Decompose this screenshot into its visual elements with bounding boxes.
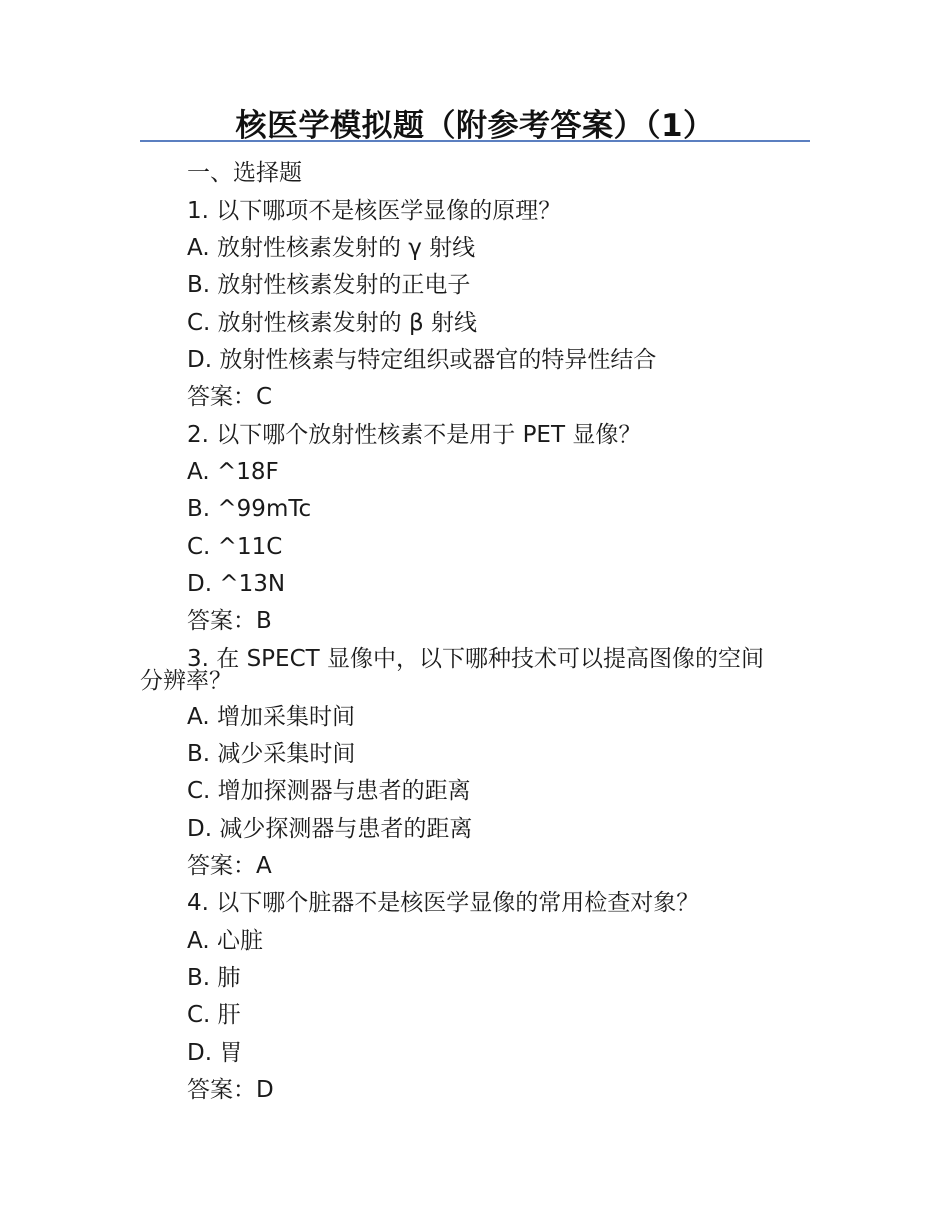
question-2-option-a: A. ^18F xyxy=(187,459,279,485)
question-4-option-c: C. 肝 xyxy=(187,1002,241,1028)
question-2-option-b: B. ^99mTc xyxy=(187,496,312,522)
question-1-option-c: C. 放射性核素发射的 β 射线 xyxy=(187,310,477,336)
question-2-answer: 答案：B xyxy=(187,608,272,634)
question-1-option-d: D. 放射性核素与特定组织或器官的特异性结合 xyxy=(187,347,657,373)
title-block xyxy=(140,100,810,142)
question-1-answer: 答案：C xyxy=(187,384,273,410)
question-3-option-c: C. 增加探测器与患者的距离 xyxy=(187,778,471,804)
question-1-option-b: B. 放射性核素发射的正电子 xyxy=(187,272,471,298)
question-2-stem: 2. 以下哪个放射性核素不是用于 PET 显像？ xyxy=(187,422,642,448)
question-1-option-a: A. 放射性核素发射的 γ 射线 xyxy=(187,235,476,261)
document-title: 核医学模拟题（附参考答案）（1） xyxy=(235,108,715,144)
title-underline xyxy=(140,140,810,142)
question-4-stem: 4. 以下哪个脏器不是核医学显像的常用检查对象？ xyxy=(187,890,700,916)
question-2-option-c: C. ^11C xyxy=(187,534,283,560)
question-4-option-a: A. 心脏 xyxy=(187,928,263,954)
question-2-option-d: D. ^13N xyxy=(187,571,286,597)
question-1-stem: 1. 以下哪项不是核医学显像的原理？ xyxy=(187,198,562,224)
question-3-stem-line-2: 分辨率？ xyxy=(140,668,232,694)
question-4-option-d: D. 胃 xyxy=(187,1040,243,1066)
question-3-option-b: B. 减少采集时间 xyxy=(187,741,356,767)
question-4-option-b: B. 肺 xyxy=(187,965,241,991)
question-4-answer: 答案：D xyxy=(187,1077,274,1103)
question-3-stem-line-1: 3. 在 SPECT 显像中，以下哪种技术可以提高图像的空间 xyxy=(187,646,764,672)
question-3-option-d: D. 减少探测器与患者的距离 xyxy=(187,816,473,842)
question-3-option-a: A. 增加采集时间 xyxy=(187,704,355,730)
section-heading: 一、选择题 xyxy=(187,160,302,186)
question-3-answer: 答案：A xyxy=(187,853,272,879)
